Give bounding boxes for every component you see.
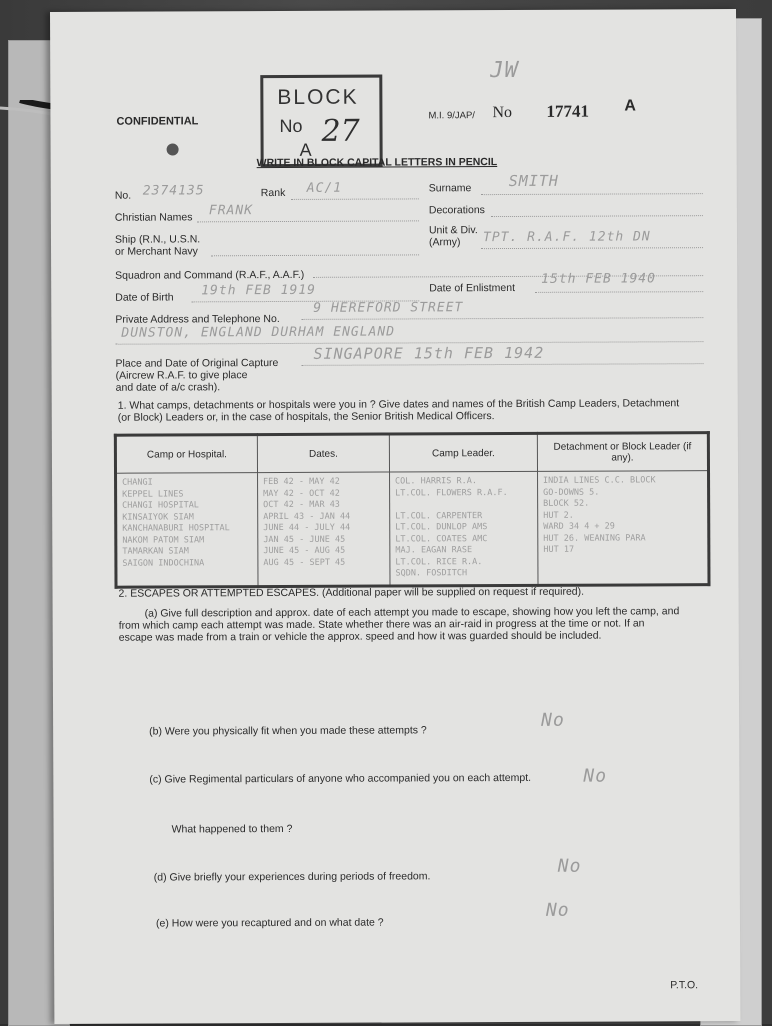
camp-table-cell: LT.COL. CARPENTER <box>395 510 483 521</box>
camp-table-cell: CHANGI HOSPITAL <box>122 500 199 511</box>
col-camp-header: Camp or Hospital. <box>115 435 257 474</box>
camp-table-cell <box>263 569 384 581</box>
christian-names-line <box>197 220 419 222</box>
camp-table-cell: APRIL 43 - JAN 44 <box>263 511 351 522</box>
ship-line <box>211 254 419 256</box>
q2-d: (d) Give briefly your experiences during periods of freedom. <box>153 870 431 884</box>
stamp-word: BLOCK <box>277 85 359 110</box>
camp-table-cell: LT.COL. DUNLOP AMS <box>395 522 488 533</box>
camp-table-cell: HUT 17 <box>543 544 575 555</box>
camp-table-cell: SAIGON INDOCHINA <box>122 557 205 569</box>
camp-table-cell: HUT 2. <box>543 510 574 521</box>
pto: P.T.O. <box>670 979 699 992</box>
q2-c-sub: What happened to them ? <box>171 822 293 836</box>
camp-table-cell: LT.COL. COATES AMC <box>395 533 488 544</box>
rank-value: AC/1 <box>306 180 343 196</box>
document-page <box>50 9 740 1024</box>
dob-label: Date of Birth <box>115 291 174 304</box>
address-line-1 <box>301 317 703 320</box>
camp-table-cell: CHANGI <box>122 477 153 488</box>
camp-table-cell <box>543 567 702 579</box>
camp-table-cell <box>122 569 252 581</box>
number-label: No <box>492 103 513 122</box>
address-label: Private Address and Telephone No. <box>115 313 280 326</box>
q2-heading: 2. ESCAPES OR ATTEMPTED ESCAPES. (Additional paper will be supplied on request if required). <box>118 585 585 600</box>
no-value: 2374135 <box>142 183 205 199</box>
col-dates-cells <box>258 472 390 586</box>
col-dates-header: Dates. <box>257 434 389 473</box>
camp-table-cell: JUNE 45 - AUG 45 <box>263 545 346 557</box>
decorations-line <box>491 215 703 217</box>
enlistment-line <box>535 291 703 293</box>
enlistment-value: 15th FEB 1940 <box>541 271 656 287</box>
capture-label-1: Place and Date of Original Capture <box>115 357 279 370</box>
q2-a-line-2: from which camp each attempt was made. State whether there was an air-raid in progress at the time or not. If an <box>118 617 645 632</box>
form-code: M.I. 9/JAP/ <box>428 110 475 122</box>
camp-table-cell: NAKOM PATOM SIAM <box>122 534 205 546</box>
camp-table-cell: MAY 42 - OCT 42 <box>263 488 340 499</box>
q2-c: (c) Give Regimental particulars of anyone who accompanied you on each attempt. <box>149 771 532 786</box>
camp-table-cell: KANCHANABURI HOSPITAL <box>122 523 230 534</box>
stamp-letter: A <box>299 139 312 160</box>
surname-value: SMITH <box>508 171 559 190</box>
q2-a-line-1: (a) Give full description and approx. date of each attempt you made to escape, showing how you left the camp, and <box>144 605 680 620</box>
classification: CONFIDENTIAL <box>116 115 199 128</box>
camp-table-cell: LT.COL. RICE R.A. <box>395 556 483 567</box>
camp-table <box>114 431 711 588</box>
enlistment-label: Date of Enlistment <box>429 281 516 295</box>
ship-label-2: or Merchant Navy <box>115 245 198 258</box>
camp-table-body <box>116 471 709 587</box>
q2-b-answer: No <box>541 709 565 731</box>
capture-line <box>302 363 704 366</box>
col-detachment-cells <box>538 471 709 585</box>
surname-label: Surname <box>428 182 472 195</box>
q1-text-1: 1. What camps, detachments or hospitals were you in ? Give dates and names of the British Camp Leaders, Detachment <box>117 397 680 412</box>
form-suffix: A <box>624 97 637 115</box>
capture-label-2: (Aircrew R.A.F. to give place <box>115 369 248 382</box>
camp-table-cell: MAJ. EAGAN RASE <box>395 545 473 556</box>
camp-table-cell <box>543 556 702 568</box>
q2-a-line-3: escape was made from a train or vehicle the approx. speed and how it was guarded should be included. <box>118 629 602 644</box>
stamp-handwritten-number: 27 <box>321 113 360 149</box>
camp-table-cell: BLOCK 52. <box>543 498 590 509</box>
unit-value: TPT. R.A.F. 12th DN <box>482 229 651 246</box>
camp-table-cell: HUT 26. WEANING PARA <box>543 532 646 544</box>
camp-table-cell: JAN 45 - JUNE 45 <box>263 534 346 545</box>
camp-table-cell: GO-DOWNS 5. <box>543 487 600 498</box>
q1-text-2: (or Block) Leaders or, in the case of hospitals, the Senior British Medical Officers. <box>117 410 495 424</box>
corner-initials: JW <box>490 57 519 84</box>
rank-line <box>291 198 419 200</box>
camp-table-cell: WARD 34 4 + 29 <box>543 521 615 532</box>
block-stamp <box>260 75 382 168</box>
no-label: No. <box>114 189 132 202</box>
camp-table-cell: FEB 42 - MAY 42 <box>263 476 340 488</box>
q2-e-answer: No <box>545 899 570 921</box>
q2-e: (e) How were you recaptured and on what date ? <box>155 916 384 930</box>
dob-value: 19th FEB 1919 <box>201 282 316 299</box>
camp-table-cell: INDIA LINES C.C. BLOCK <box>543 475 656 486</box>
unit-line <box>481 247 703 249</box>
instruction-heading: WRITE IN BLOCK CAPITAL LETTERS IN PENCIL <box>256 156 498 170</box>
squadron-label: Squadron and Command (R.A.F., A.A.F.) <box>115 268 305 282</box>
ship-label-1: Ship (R.N., U.S.N. <box>114 233 201 246</box>
camp-table-cell: AUG 45 - SEPT 45 <box>263 557 346 568</box>
christian-names-value: FRANK <box>208 203 254 219</box>
christian-names-label: Christian Names <box>114 211 193 224</box>
q2-d-answer: No <box>557 855 582 877</box>
camp-table-cell: JUNE 44 - JULY 44 <box>263 522 351 534</box>
address-value-2: DUNSTON, ENGLAND DURHAM ENGLAND <box>121 324 396 341</box>
camp-table-cell <box>395 499 532 511</box>
rank-label: Rank <box>260 186 286 200</box>
col-camp-cells <box>116 473 258 587</box>
unit-label-2: (Army) <box>428 236 461 249</box>
camp-table-cell: COL. HARRIS R.A. <box>395 476 477 487</box>
col-leader-cells <box>390 471 538 585</box>
capture-label-3: and date of a/c crash). <box>115 381 221 394</box>
form-number: 17741 <box>546 101 589 121</box>
surname-line <box>481 193 703 195</box>
camp-table-cell: LT.COL. FLOWERS R.A.F. <box>395 487 508 498</box>
decorations-label: Decorations <box>428 204 485 217</box>
q2-b: (b) Were you physically fit when you made these attempts ? <box>149 724 427 738</box>
address-value-1: 9 HEREFORD STREET <box>313 300 464 316</box>
camp-table-cell: SQDN. FOSDITCH <box>395 568 468 579</box>
stamp-no-label: No <box>279 115 303 136</box>
camp-table-cell: TAMARKAN SIAM <box>122 546 189 557</box>
capture-value: SINGAPORE 15th FEB 1942 <box>313 343 545 363</box>
camp-table-cell: KEPPEL LINES <box>122 488 184 500</box>
punch-hole <box>167 143 179 155</box>
unit-label-1: Unit & Div. <box>428 224 478 237</box>
q2-c-answer: No <box>583 765 608 787</box>
camp-table-header-row <box>115 433 708 474</box>
camp-table-cell: KINSAIYOK SIAM <box>122 511 194 523</box>
camp-table-cell: OCT 42 - MAR 43 <box>263 499 340 511</box>
col-detachment-header: Detachment or Block Leader (if any). <box>537 433 708 472</box>
col-leader-header: Camp Leader. <box>389 433 537 472</box>
